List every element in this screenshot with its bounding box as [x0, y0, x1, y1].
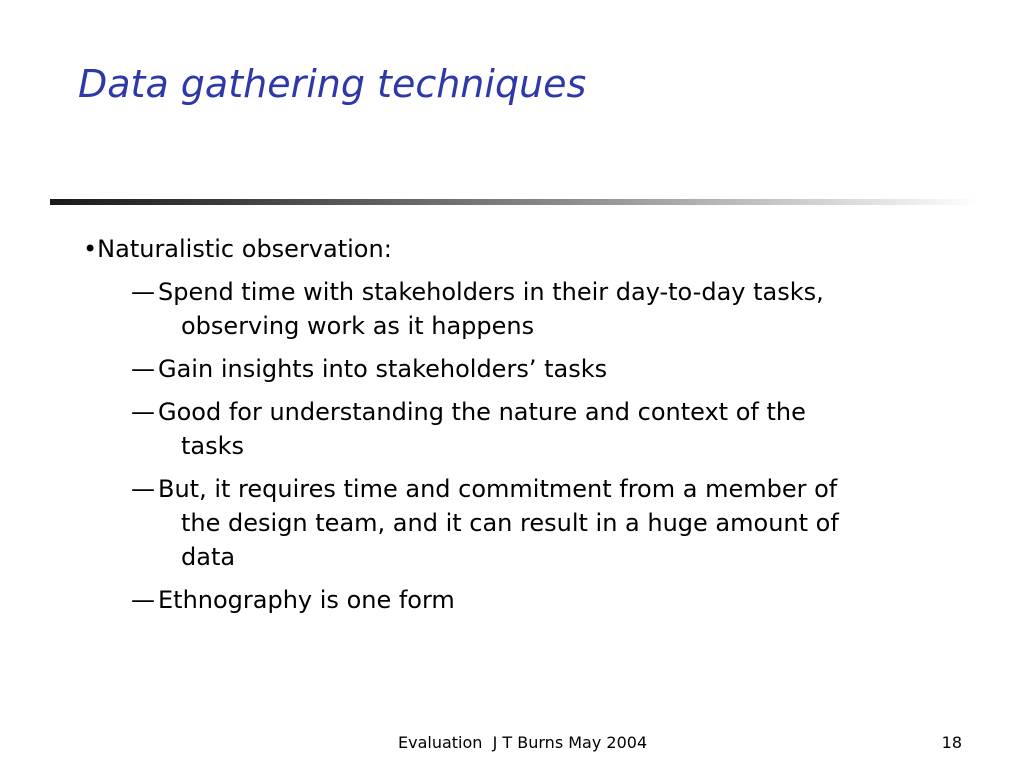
sub-bullet-item — [131, 583, 843, 617]
bullet-item — [83, 232, 843, 266]
dash-marker: — — [131, 398, 155, 426]
slide-title: Data gathering techniques — [78, 62, 587, 106]
sub-bullet-text: Good for understanding the nature and context of the tasks — [158, 398, 806, 460]
sub-bullet-text: Ethnography is one form — [158, 586, 455, 614]
sub-bullet-item — [131, 275, 843, 343]
bullet-text: Naturalistic observation: — [97, 235, 392, 263]
slide-body — [83, 232, 843, 617]
sub-bullet-list — [83, 275, 843, 617]
bullet-marker: • — [83, 235, 98, 263]
sub-bullet-text: But, it requires time and commitment from a member of the design team, and it can result in a huge amount of data — [158, 475, 839, 571]
dash-marker: — — [131, 475, 155, 503]
dash-marker: — — [131, 586, 155, 614]
page-number: 18 — [941, 733, 962, 752]
sub-bullet-text: Gain insights into stakeholders’ tasks — [158, 355, 608, 383]
footer-text: Evaluation J T Burns May 2004 — [398, 733, 648, 752]
title-divider — [50, 199, 980, 205]
dash-marker: — — [131, 278, 155, 306]
sub-bullet-text: Spend time with stakeholders in their day-to-day tasks, observing work as it happens — [158, 278, 824, 340]
sub-bullet-item — [131, 472, 843, 574]
dash-marker: — — [131, 355, 155, 383]
sub-bullet-item — [131, 395, 843, 463]
sub-bullet-item — [131, 352, 843, 386]
